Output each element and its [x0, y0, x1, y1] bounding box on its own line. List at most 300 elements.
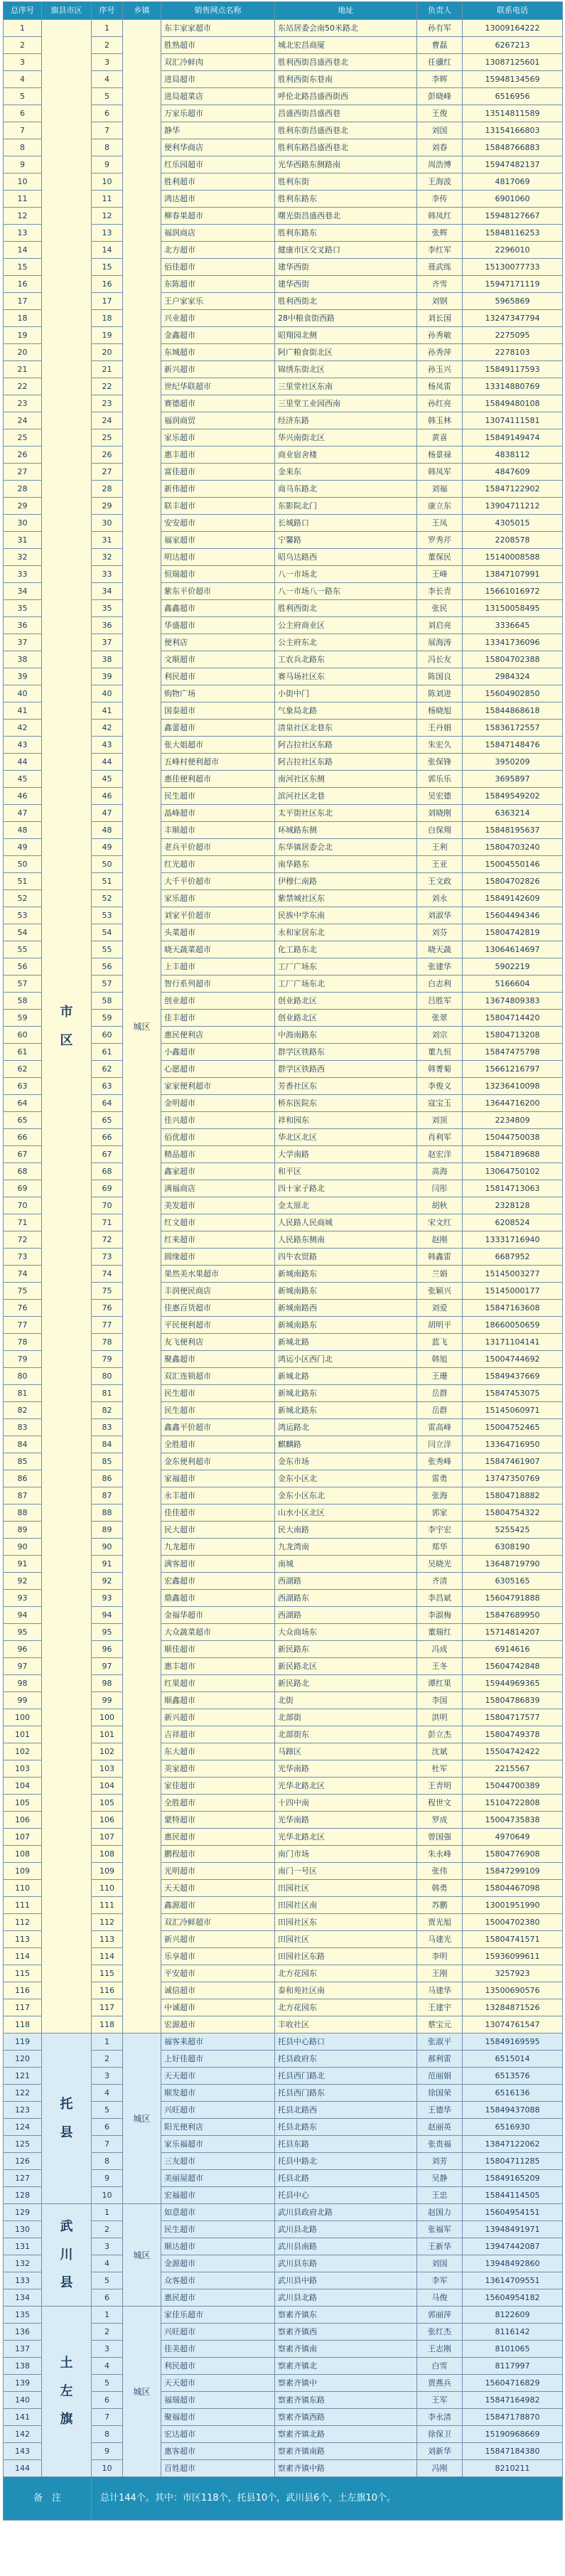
cell-outlet-name: 佳惠百货超市	[161, 1300, 275, 1317]
cell-outlet-name: 民生超市	[161, 1402, 275, 1419]
cell-outlet-name: 富佳超市	[161, 464, 275, 481]
cell-address: 武川县北路	[275, 2289, 417, 2307]
footer-label: 备 注	[4, 2477, 92, 2521]
cell-person: 王文政	[417, 873, 463, 890]
cell-seq: 114	[92, 1948, 123, 1965]
cell-seq: 19	[92, 327, 123, 344]
cell-total-index: 120	[4, 2051, 42, 2068]
cell-seq: 59	[92, 1010, 123, 1027]
cell-seq: 10	[92, 2187, 123, 2204]
cell-phone: 15804702388	[463, 651, 563, 668]
cell-person: 孙秀敏	[417, 327, 463, 344]
cell-seq: 77	[92, 1317, 123, 1334]
cell-seq: 2	[92, 2324, 123, 2341]
cell-phone: 15804711285	[463, 2153, 563, 2170]
cell-phone: 15804714420	[463, 1010, 563, 1027]
cell-phone: 4817069	[463, 173, 563, 191]
header-phone: 联系电话	[463, 2, 563, 20]
cell-phone: 15804742819	[463, 924, 563, 941]
cell-person: 张民	[417, 600, 463, 617]
cell-phone: 13904711212	[463, 498, 563, 515]
cell-address: 丰收社区	[275, 2016, 417, 2033]
cell-total-index: 43	[4, 737, 42, 754]
cell-person: 王建宇	[417, 1999, 463, 2016]
table-row	[4, 2204, 563, 2221]
cell-person: 杨景禄	[417, 447, 463, 464]
cell-outlet-name: 新兴超市	[161, 1709, 275, 1726]
cell-address: 新城南路东	[275, 1283, 417, 1300]
cell-phone: 13001951990	[463, 1897, 563, 1914]
cell-seq: 55	[92, 941, 123, 958]
cell-outlet-name: 丰顺超市	[161, 822, 275, 839]
cell-outlet-name: 诚信超市	[161, 1982, 275, 1999]
cell-total-index: 81	[4, 1385, 42, 1402]
cell-outlet-name: 鑫鑫超市	[161, 600, 275, 617]
cell-address: 紫禁城社区东	[275, 890, 417, 907]
cell-person: 李宇宏	[417, 1522, 463, 1539]
cell-outlet-name: 兴旺超市	[161, 2102, 275, 2119]
cell-total-index: 118	[4, 2016, 42, 2033]
cell-seq: 7	[92, 2136, 123, 2153]
header-outlet-name: 销售网点名称	[161, 2, 275, 20]
cell-phone: 15804786839	[463, 1692, 563, 1709]
cell-outlet-name: 平安超市	[161, 1965, 275, 1982]
cell-outlet-name: 上好佳超市	[161, 2051, 275, 2068]
cell-person: 朱永峰	[417, 1846, 463, 1863]
cell-address: 察素齐镇北	[275, 2358, 417, 2375]
cell-person: 寇宝玉	[417, 1095, 463, 1112]
cell-phone: 13644716200	[463, 1095, 563, 1112]
cell-total-index: 137	[4, 2341, 42, 2358]
cell-phone: 8122609	[463, 2307, 563, 2324]
cell-seq: 6	[92, 2392, 123, 2409]
cell-person: 胡秋	[417, 1197, 463, 1214]
cell-phone: 6687952	[463, 1249, 563, 1266]
cell-total-index: 8	[4, 139, 42, 156]
cell-outlet-name: 鑫家超市	[161, 1163, 275, 1180]
cell-seq: 110	[92, 1880, 123, 1897]
cell-person: 郭乐乐	[417, 771, 463, 788]
cell-total-index: 91	[4, 1556, 42, 1573]
cell-person: 郑华	[417, 1539, 463, 1556]
cell-seq: 28	[92, 481, 123, 498]
cell-phone: 15804776908	[463, 1846, 563, 1863]
cell-address: 南城	[275, 1556, 417, 1573]
cell-address: 群学区铁路东	[275, 1044, 417, 1061]
cell-seq: 64	[92, 1095, 123, 1112]
cell-address: 健康市区交叉路口	[275, 242, 417, 259]
cell-seq: 3	[92, 2341, 123, 2358]
cell-person: 吴晓光	[417, 1556, 463, 1573]
cell-person: 晓天蔬	[417, 941, 463, 958]
cell-phone: 2296010	[463, 242, 563, 259]
cell-total-index: 47	[4, 805, 42, 822]
cell-person: 王德华	[417, 2102, 463, 2119]
cell-total-index: 126	[4, 2153, 42, 2170]
cell-outlet-name: 智行系列超市	[161, 976, 275, 993]
cell-total-index: 132	[4, 2255, 42, 2272]
cell-outlet-name: 联丰超市	[161, 498, 275, 515]
cell-phone: 15804754322	[463, 1505, 563, 1522]
cell-seq: 69	[92, 1180, 123, 1197]
cell-seq: 108	[92, 1846, 123, 1863]
cell-seq: 42	[92, 720, 123, 737]
cell-address: 商马东路北	[275, 481, 417, 498]
cell-address: 新城北路东	[275, 1402, 417, 1419]
cell-phone: 15847122902	[463, 481, 563, 498]
cell-phone: 13009164222	[463, 20, 563, 37]
cell-total-index: 67	[4, 1146, 42, 1163]
cell-seq: 38	[92, 651, 123, 668]
cell-total-index: 76	[4, 1300, 42, 1317]
cell-address: 三里堂工业园西南	[275, 395, 417, 412]
cell-outlet-name: 创业超市	[161, 993, 275, 1010]
cell-person: 岳群	[417, 1402, 463, 1419]
cell-person: 赵刚	[417, 1231, 463, 1249]
cell-person: 郝利雷	[417, 2051, 463, 2068]
cell-address: 群学区铁路西	[275, 1061, 417, 1078]
cell-address: 大众商场东	[275, 1624, 417, 1641]
cell-seq: 115	[92, 1965, 123, 1982]
cell-phone: 15847163608	[463, 1300, 563, 1317]
cell-address: 南门市场	[275, 1846, 417, 1863]
cell-outlet-name: 金东便利超市	[161, 1453, 275, 1470]
cell-total-index: 92	[4, 1573, 42, 1590]
cell-address: 新民路北	[275, 1675, 417, 1692]
cell-outlet-name: 平民便利超市	[161, 1317, 275, 1334]
cell-total-index: 113	[4, 1931, 42, 1948]
cell-person: 董保民	[417, 549, 463, 566]
cell-phone: 15804749378	[463, 1726, 563, 1743]
cell-total-index: 130	[4, 2221, 42, 2238]
cell-address: 清泉社区北巷东	[275, 720, 417, 737]
cell-total-index: 139	[4, 2375, 42, 2392]
cell-outlet-name: 五峰村便利超市	[161, 754, 275, 771]
cell-town: 城区	[123, 2204, 161, 2307]
cell-total-index: 114	[4, 1948, 42, 1965]
cell-seq: 109	[92, 1863, 123, 1880]
cell-seq: 1	[92, 2033, 123, 2051]
cell-outlet-name: 兴业超市	[161, 310, 275, 327]
cell-total-index: 90	[4, 1539, 42, 1556]
cell-phone: 15145000177	[463, 1283, 563, 1300]
cell-person: 李长青	[417, 583, 463, 600]
cell-seq: 51	[92, 873, 123, 890]
cell-outlet-name: 小鑫超市	[161, 1044, 275, 1061]
cell-seq: 76	[92, 1300, 123, 1317]
cell-phone: 15661016972	[463, 583, 563, 600]
cell-outlet-name: 圆缘超市	[161, 1249, 275, 1266]
cell-outlet-name: 三友超市	[161, 2153, 275, 2170]
cell-total-index: 116	[4, 1982, 42, 1999]
cell-person: 张秀峰	[417, 1453, 463, 1470]
cell-seq: 73	[92, 1249, 123, 1266]
cell-outlet-name: 家乐超市	[161, 890, 275, 907]
cell-outlet-name: 新伟超市	[161, 481, 275, 498]
cell-phone: 15714814207	[463, 1624, 563, 1641]
cell-address: 创业路北区	[275, 993, 417, 1010]
cell-total-index: 85	[4, 1453, 42, 1470]
cell-outlet-name: 国泰超市	[161, 702, 275, 720]
cell-seq: 95	[92, 1624, 123, 1641]
header-row	[4, 2, 563, 20]
cell-address: 察素齐镇北路	[275, 2426, 417, 2443]
cell-person: 曾国强	[417, 1829, 463, 1846]
cell-seq: 10	[92, 2460, 123, 2477]
cell-outlet-name: 东大超市	[161, 1743, 275, 1760]
cell-address: 祥和园东	[275, 1112, 417, 1129]
cell-seq: 18	[92, 310, 123, 327]
cell-total-index: 108	[4, 1846, 42, 1863]
cell-address: 察素齐镇南路	[275, 2443, 417, 2460]
cell-seq: 6	[92, 2119, 123, 2136]
cell-phone: 15190968669	[463, 2426, 563, 2443]
cell-address: 胜利东路东	[275, 225, 417, 242]
cell-seq: 82	[92, 1402, 123, 1419]
cell-seq: 35	[92, 600, 123, 617]
cell-person: 张辉	[417, 225, 463, 242]
cell-outlet-name: 惠客超市	[161, 2443, 275, 2460]
cell-seq: 102	[92, 1743, 123, 1760]
cell-seq: 2	[92, 2221, 123, 2238]
cell-total-index: 102	[4, 1743, 42, 1760]
cell-seq: 97	[92, 1658, 123, 1675]
cell-person: 刘芬	[417, 924, 463, 941]
cell-seq: 45	[92, 771, 123, 788]
cell-total-index: 77	[4, 1317, 42, 1334]
cell-total-index: 93	[4, 1590, 42, 1607]
cell-phone: 15044700389	[463, 1778, 563, 1795]
cell-person: 蔡宝元	[417, 2016, 463, 2033]
cell-outlet-name: 金明超市	[161, 1095, 275, 1112]
cell-address: 宁馨路	[275, 532, 417, 549]
cell-person: 王青明	[417, 1778, 463, 1795]
district-char: 左	[60, 2383, 73, 2399]
cell-seq: 100	[92, 1709, 123, 1726]
cell-outlet-name: 百姓超市	[161, 2460, 275, 2477]
cell-district	[42, 2204, 92, 2307]
cell-total-index: 66	[4, 1129, 42, 1146]
cell-total-index: 30	[4, 515, 42, 532]
table-row	[4, 2307, 563, 2324]
cell-total-index: 83	[4, 1419, 42, 1436]
cell-address: 托县政府东	[275, 2051, 417, 2068]
cell-person: 冯长友	[417, 651, 463, 668]
cell-seq: 81	[92, 1385, 123, 1402]
cell-total-index: 13	[4, 225, 42, 242]
cell-outlet-name: 上丰超市	[161, 958, 275, 976]
cell-phone: 2234809	[463, 1112, 563, 1129]
cell-total-index: 35	[4, 600, 42, 617]
cell-phone: 8116142	[463, 2324, 563, 2341]
cell-total-index: 40	[4, 685, 42, 702]
cell-total-index: 111	[4, 1897, 42, 1914]
cell-phone: 15604902850	[463, 685, 563, 702]
cell-person: 张建华	[417, 958, 463, 976]
cell-seq: 101	[92, 1726, 123, 1743]
cell-seq: 91	[92, 1556, 123, 1573]
cell-seq: 85	[92, 1453, 123, 1470]
cell-total-index: 34	[4, 583, 42, 600]
cell-outlet-name: 新兴超市	[161, 1931, 275, 1948]
cell-person: 刘国	[417, 2255, 463, 2272]
cell-total-index: 14	[4, 242, 42, 259]
cell-person: 韩旭	[417, 1351, 463, 1368]
cell-total-index: 143	[4, 2443, 42, 2460]
cell-outlet-name: 鼎鑫超市	[161, 1590, 275, 1607]
cell-person: 刘福	[417, 481, 463, 498]
cell-outlet-name: 鹏程超市	[161, 1846, 275, 1863]
cell-total-index: 121	[4, 2068, 42, 2085]
cell-seq: 20	[92, 344, 123, 361]
cell-phone: 15004752465	[463, 1419, 563, 1436]
cell-seq: 46	[92, 788, 123, 805]
cell-seq: 89	[92, 1522, 123, 1539]
cell-outlet-name: 民大超市	[161, 1522, 275, 1539]
cell-seq: 52	[92, 890, 123, 907]
cell-outlet-name: 蒙特超市	[161, 1812, 275, 1829]
cell-seq: 8	[92, 139, 123, 156]
cell-phone: 13074761547	[463, 2016, 563, 2033]
cell-person: 冯刚	[417, 2460, 463, 2477]
cell-phone: 13500690576	[463, 1982, 563, 1999]
cell-person: 李永清	[417, 2409, 463, 2426]
cell-person: 孙玉兴	[417, 361, 463, 378]
cell-outlet-name: 金源超市	[161, 2255, 275, 2272]
cell-address: 新城北路东	[275, 1385, 417, 1402]
cell-address: 民大南路	[275, 1522, 417, 1539]
cell-outlet-name: 宏鑫超市	[161, 1573, 275, 1590]
cell-phone: 15604716829	[463, 2375, 563, 2392]
cell-phone: 15847164982	[463, 2392, 563, 2409]
cell-phone: 15848116253	[463, 225, 563, 242]
cell-total-index: 144	[4, 2460, 42, 2477]
cell-outlet-name: 老兵平价超市	[161, 839, 275, 856]
cell-phone: 6516136	[463, 2085, 563, 2102]
cell-address: 阿吉拉社区东路	[275, 737, 417, 754]
cell-outlet-name: 鸿达超市	[161, 191, 275, 208]
cell-total-index: 129	[4, 2204, 42, 2221]
cell-address: 光华北路北区	[275, 1829, 417, 1846]
cell-person: 黄喜	[417, 429, 463, 447]
cell-outlet-name: 佳佳超市	[161, 1505, 275, 1522]
cell-person: 彭立杰	[417, 1726, 463, 1743]
cell-total-index: 38	[4, 651, 42, 668]
cell-person: 刘永	[417, 890, 463, 907]
cell-outlet-name: 精品超市	[161, 1146, 275, 1163]
cell-address: 鸿运小区西门北	[275, 1351, 417, 1368]
cell-seq: 33	[92, 566, 123, 583]
cell-outlet-name: 利民超市	[161, 668, 275, 685]
cell-person: 闫彤	[417, 1180, 463, 1197]
cell-total-index: 123	[4, 2102, 42, 2119]
cell-person: 贾燕兵	[417, 2375, 463, 2392]
cell-seq: 93	[92, 1590, 123, 1607]
cell-outlet-name: 果然美水果超市	[161, 1266, 275, 1283]
cell-address: 托县东路	[275, 2136, 417, 2153]
cell-address: 呼伦北路昌盛西街西	[275, 88, 417, 105]
cell-total-index: 18	[4, 310, 42, 327]
cell-outlet-name: 顺鑫超市	[161, 1692, 275, 1709]
cell-outlet-name: 世纪华联超市	[161, 378, 275, 395]
cell-outlet-name: 民生超市	[161, 2221, 275, 2238]
cell-person: 刘顶	[417, 1112, 463, 1129]
cell-outlet-name: 满福商店	[161, 1180, 275, 1197]
cell-address: 长城路口	[275, 515, 417, 532]
cell-seq: 66	[92, 1129, 123, 1146]
cell-address: 化工路东北	[275, 941, 417, 958]
cell-phone: 6515014	[463, 2051, 563, 2068]
cell-outlet-name: 佰佳超市	[161, 259, 275, 276]
cell-outlet-name: 全胜超市	[161, 1795, 275, 1812]
cell-person: 洪明	[417, 1709, 463, 1726]
cell-seq: 86	[92, 1470, 123, 1487]
cell-person: 王军	[417, 2392, 463, 2409]
cell-phone: 13747350769	[463, 1470, 563, 1487]
cell-total-index: 138	[4, 2358, 42, 2375]
cell-total-index: 87	[4, 1487, 42, 1505]
cell-seq: 4	[92, 2358, 123, 2375]
cell-person: 张海	[417, 1487, 463, 1505]
cell-outlet-name: 福客来超市	[161, 2033, 275, 2051]
cell-address: 公主府东北	[275, 634, 417, 651]
cell-total-index: 39	[4, 668, 42, 685]
cell-total-index: 42	[4, 720, 42, 737]
cell-outlet-name: 九龙超市	[161, 1539, 275, 1556]
cell-person: 杨凤雷	[417, 378, 463, 395]
cell-outlet-name: 聚鑫超市	[161, 1351, 275, 1368]
cell-outlet-name: 佳丰超市	[161, 1010, 275, 1027]
cell-total-index: 6	[4, 105, 42, 122]
cell-seq: 2	[92, 2051, 123, 2068]
cell-outlet-name: 刘家平价超市	[161, 907, 275, 924]
cell-outlet-name: 王户家家乐	[161, 293, 275, 310]
cell-address: 托县中心路口	[275, 2033, 417, 2051]
cell-address: 曙光街昌盛西巷北	[275, 208, 417, 225]
cell-seq: 53	[92, 907, 123, 924]
cell-person: 马建光	[417, 1931, 463, 1948]
cell-seq: 54	[92, 924, 123, 941]
cell-outlet-name: 东城超市	[161, 344, 275, 361]
cell-outlet-name: 美家超市	[161, 1760, 275, 1778]
cell-address: 北部街东	[275, 1726, 417, 1743]
cell-person: 雷勇	[417, 1470, 463, 1487]
cell-seq: 11	[92, 191, 123, 208]
district-char: 县	[60, 2275, 73, 2291]
cell-address: 工厂广场东北	[275, 976, 417, 993]
cell-phone: 13847122062	[463, 2136, 563, 2153]
cell-address: 建华西街	[275, 276, 417, 293]
cell-outlet-name: 顺达超市	[161, 2238, 275, 2255]
cell-outlet-name: 双汇冷鲜肉	[161, 54, 275, 71]
cell-outlet-name: 宏源超市	[161, 2016, 275, 2033]
cell-address: 察素齐镇东	[275, 2307, 417, 2324]
cell-seq: 37	[92, 634, 123, 651]
cell-person: 王冬	[417, 1658, 463, 1675]
cell-phone: 5166604	[463, 976, 563, 993]
cell-address: 托县西门路北	[275, 2068, 417, 2085]
cell-person: 谭红果	[417, 1675, 463, 1692]
cell-person: 白雪	[417, 2358, 463, 2375]
cell-seq: 48	[92, 822, 123, 839]
cell-outlet-name: 如意超市	[161, 2204, 275, 2221]
cell-phone: 15844114505	[463, 2187, 563, 2204]
cell-person: 韩菁菊	[417, 1061, 463, 1078]
cell-address: 太平街社区东北	[275, 805, 417, 822]
cell-seq: 3	[92, 2068, 123, 2085]
cell-person: 罗成	[417, 1812, 463, 1829]
cell-address: 赛马场社区东	[275, 668, 417, 685]
